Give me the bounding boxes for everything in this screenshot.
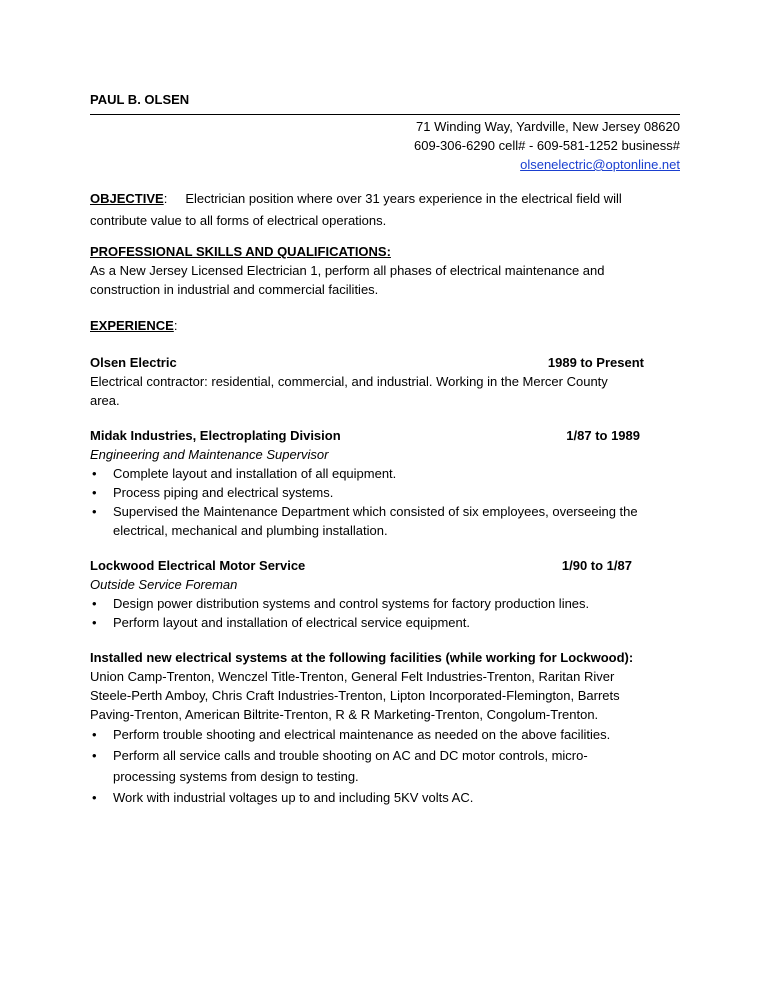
bullet-icon: • [92,615,97,630]
job-description-1: Electrical contractor: residential, commercial, and industrial. Working in the Mercer County [90,374,608,389]
list-item: • Supervised the Maintenance Department which consisted of six employees, overseeing the electrical, mechanical and plumbing installation. [92,504,638,538]
bullet-icon: • [92,504,97,519]
objective-text-2: contribute value to all forms of electrical operations. [90,213,387,228]
facilities-heading: Installed new electrical systems at the following facilities (while working for Lockwood): [90,650,634,665]
bullet-icon: • [92,485,97,500]
job-bullets [90,464,680,540]
resume-page [90,92,680,808]
list-item: • Work with industrial voltages up to and including 5KV volts AC. [90,787,680,808]
experience-heading [90,316,680,335]
experience-colon: : [173,318,178,333]
job-dates: 1989 to Present [547,355,644,370]
job-company: Olsen Electric [90,355,177,370]
list-item: • Process piping and electrical systems. [92,485,334,500]
list-item: • Design power distribution systems and control systems for factory production lines. [92,596,590,611]
job-olsen-electric [90,353,680,410]
list-item: • Perform layout and installation of electrical service equipment. [92,615,470,630]
skills-line-1: As a New Jersey Licensed Electrician 1, perform all phases of electrical maintenance and [90,263,605,278]
email-link[interactable]: olsenelectric@optonline.net [520,157,680,172]
bullet-icon: • [92,596,97,611]
job-company: Lockwood Electrical Motor Service [90,558,306,573]
bullet-icon: • [92,727,97,742]
contact-block [90,117,680,174]
bullet-icon: • [92,790,97,805]
list-item: • Complete layout and installation of all equipment. [92,466,397,481]
job-bullets [90,594,680,632]
bullet-icon: • [92,748,97,763]
job-title: Engineering and Maintenance Supervisor [90,447,329,462]
facilities-line-2: Steele-Perth Amboy, Chris Craft Industries-Trenton, Lipton Incorporated-Flemington, Barrets [90,688,620,703]
job-company: Midak Industries, Electroplating Division [90,428,341,443]
skills-label: PROFESSIONAL SKILLS AND QUALIFICATIONS: [90,244,391,259]
candidate-name: PAUL B. OLSEN [90,92,190,107]
list-item: • Perform all service calls and trouble shooting on AC and DC motor controls, micro- processing systems from design to testing. [90,745,680,787]
job-title: Outside Service Foreman [90,577,238,592]
skills-section [90,242,680,299]
header-rule [90,114,680,115]
job-description-2: area. [90,393,120,408]
experience-label: EXPERIENCE [90,318,174,333]
job-dates: 1/87 to 1989 [566,428,640,443]
phone-numbers: 609-306-6290 cell# - 609-581-1252 business# [414,138,680,153]
facilities-section [90,648,680,808]
skills-line-2: construction in industrial and commercial facilities. [90,282,379,297]
objective-section [90,188,680,232]
objective-colon: : [163,191,168,206]
facilities-line-1: Union Camp-Trenton, Wenczel Title-Trenton, General Felt Industries-Trenton, Raritan River [90,669,615,684]
job-midak-industries [90,426,680,540]
list-item: • Perform trouble shooting and electrical maintenance as needed on the above facilities. [90,724,680,745]
job-lockwood-electrical [90,556,680,632]
facilities-bullets [90,724,680,808]
job-dates: 1/90 to 1/87 [561,558,632,573]
facilities-line-3: Paving-Trenton, American Biltrite-Trenton, R & R Marketing-Trenton, Congolum-Trenton. [90,707,599,722]
bullet-icon: • [92,466,97,481]
address: 71 Winding Way, Yardville, New Jersey 08620 [416,119,680,134]
objective-text-1: Electrician position where over 31 years experience in the electrical field will [185,191,622,206]
objective-label: OBJECTIVE [90,191,164,206]
